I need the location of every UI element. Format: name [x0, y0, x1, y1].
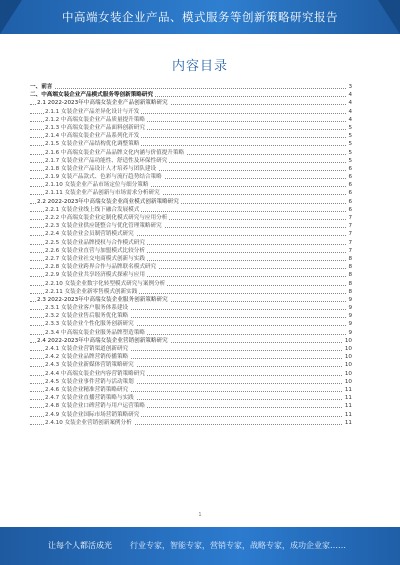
toc-entry-page: 10 [344, 370, 352, 377]
toc-entry-page: 8 [348, 280, 352, 287]
toc-entry-page: 11 [344, 403, 352, 410]
toc-entry-label: 2.2.3 女装企业供应链整合与优化管理策略研究 [45, 223, 162, 230]
toc-entry-label: 2.1.8 女装企业产品设计人才培养与团队建设 [45, 165, 157, 172]
toc-entry-label: 2.4.5 女装企业事件营销与活动策划 [45, 378, 134, 385]
toc-entry-label: 2.4.4 中高端女装企业内容营销策略研究 [45, 370, 145, 377]
toc-entry-page: 10 [344, 346, 352, 352]
toc-entry-page: 4 [348, 108, 352, 115]
toc-entry-page: 5 [348, 149, 352, 156]
toc-entry-label: 2.1.1 女装企业产品差异化设计与开发 [45, 108, 140, 115]
toc-entry-label: 2.1 2022-2023年中高端女装企业产品创新策略研究 [37, 100, 168, 107]
toc-entry-label: 2.2.11 女装企业新零售模式创新实践 [45, 288, 138, 295]
toc-entry-label: 2.3.1 女装企业客户服务体系建设 [45, 305, 129, 312]
toc-entry-page: 9 [348, 305, 352, 312]
toc-entry[interactable] [30, 329, 352, 337]
toc-entry-label: 2.2.4 女装企业会员制营销模式研究 [45, 231, 134, 238]
toc-entry[interactable] [30, 288, 352, 296]
toc-entry-label: 2.1.5 女装企业产品结构优化调整策略 [45, 141, 140, 148]
toc-entry[interactable] [30, 189, 352, 197]
toc-entry-label: 2.4.7 女装企业直播营销策略与实践 [45, 395, 134, 402]
toc-entry-page: 10 [344, 337, 352, 344]
toc-entry[interactable] [30, 255, 352, 263]
toc-entry[interactable] [30, 320, 352, 328]
toc-entry-page: 8 [348, 272, 352, 279]
toc-entry-page: 9 [348, 313, 352, 320]
toc-entry-label: 2.1.10 女装企业产品市场定位与细分策略 [45, 182, 149, 189]
toc-entry[interactable] [30, 370, 352, 378]
toc-entry-label: 2.2.6 女装企业直营与加盟模式比较分析 [45, 247, 145, 254]
toc-entry[interactable] [30, 132, 352, 140]
toc-entry-label: 2.1.7 女装企业产品功能性、舒适性及环保性研究 [45, 157, 168, 164]
toc-entry-page: 5 [348, 124, 352, 131]
toc-entry-label: 2.3.4 中高端女装企业服务品牌塑造策略 [45, 329, 145, 336]
toc-entry[interactable] [30, 402, 352, 410]
toc-leader-dots [30, 88, 346, 89]
toc-heading: 内容目录 [171, 59, 228, 74]
toc-entry[interactable] [30, 386, 352, 394]
toc-entry-label: 2.3.3 女装企业个性化服务创新研究 [45, 321, 134, 328]
toc-entry[interactable] [30, 181, 352, 189]
toc-entry[interactable] [30, 230, 352, 238]
toc-entry[interactable] [30, 304, 352, 312]
toc-entry[interactable] [30, 99, 352, 107]
footer-tagline: 让每个人都活成光 [48, 541, 112, 550]
toc-entry-label: 2.4.10 女装企业营销创新案例分析 [45, 419, 132, 426]
toc-entry-page: 11 [344, 395, 352, 402]
footer-slogan: 行业专家，智能专家，营销专家，战略专家，成功企业家…… [130, 541, 346, 550]
toc-entry-page: 11 [344, 419, 352, 426]
toc-entry-page: 6 [348, 190, 352, 197]
toc-entry-page: 11 [344, 411, 352, 418]
toc-entry-label: 2.2.1 女装企业线上线下融合发展模式 [45, 206, 140, 213]
toc-entry[interactable] [30, 157, 352, 165]
toc-entry-label: 2.4.1 女装企业营销渠道创新研究 [45, 346, 129, 352]
toc-entry-page: 7 [348, 247, 352, 254]
toc-entry-label: 二、中高端女装企业产品模式服务等创新策略研究 [30, 92, 154, 99]
toc-entry-page: 7 [348, 223, 352, 230]
toc-entry-label: 2.4 2022-2023年中高端女装企业营销创新策略研究 [37, 337, 168, 344]
toc-entry-label: 2.2.5 女装企业品牌授权与合作模式研究 [45, 239, 145, 246]
toc-entry-label: 2.4.6 女装企业精准营销策略研究 [45, 386, 129, 393]
toc-entry-label: 2.2.2 中高端女装企业定制化模式研究与应用分析 [45, 215, 168, 221]
toc-entry-page: 4 [348, 100, 352, 107]
toc-entry-page: 4 [348, 92, 352, 99]
toc-entry-label: 2.2.9 女装企业共享经济模式探索与应用 [45, 272, 145, 279]
toc-entry[interactable] [30, 296, 352, 304]
toc-entry-label: 2.1.11 女装企业产品创新与市场需求分析研究 [45, 190, 160, 197]
toc-entry-page: 7 [348, 215, 352, 221]
toc-entry[interactable] [30, 247, 352, 255]
toc-entry[interactable] [30, 173, 352, 181]
toc-entry-page: 6 [348, 198, 352, 205]
toc-entry-page: 3 [348, 84, 352, 90]
toc-entry-label: 2.2.7 女装企业社交电商模式创新与实践 [45, 255, 145, 262]
toc-entry-label: 2.3 2022-2023年中高端女装企业服务创新策略研究 [37, 296, 168, 303]
toc-entry[interactable] [30, 165, 352, 173]
toc-entry-page: 7 [348, 231, 352, 238]
toc-entry[interactable] [30, 83, 352, 91]
toc-entry[interactable] [30, 140, 352, 148]
toc-entry-page: 10 [344, 378, 352, 385]
toc-entry-page: 10 [344, 362, 352, 369]
toc-entry-label: 2.1.4 中高端女装企业产品系列化开发 [45, 133, 140, 140]
toc-entry-label: 2.1.9 女装产品款式、色彩与流行趋势结合策略 [45, 174, 162, 181]
toc-entry[interactable] [30, 378, 352, 386]
toc-entry[interactable] [30, 214, 352, 222]
toc-entry[interactable] [30, 222, 352, 230]
toc-entry[interactable] [30, 108, 352, 116]
toc-entry[interactable] [30, 419, 352, 427]
toc-entry[interactable] [30, 239, 352, 247]
toc-entry[interactable] [30, 353, 352, 361]
toc-entry-page: 6 [348, 165, 352, 172]
toc-entry-page: 8 [348, 264, 352, 271]
toc-entry[interactable] [30, 124, 352, 132]
toc-entry-label: 2.2.10 女装企业数字化转型模式研究与案例分析 [45, 280, 166, 287]
toc-entry-page: 9 [348, 296, 352, 303]
toc-entry-page: 9 [348, 321, 352, 328]
toc-entry[interactable] [30, 361, 352, 369]
toc-entry-label: 2.2.8 女装企业跨界合作与品牌联名模式研究 [45, 264, 157, 271]
toc-entry-page: 5 [348, 157, 352, 164]
toc-entry[interactable] [30, 394, 352, 402]
toc-entry[interactable] [30, 91, 352, 99]
report-title: 中高端女装企业产品、模式服务等创新策略研究报告 [62, 10, 338, 24]
toc-entry-label: 2.1.2 中高端女装企业产品质量提升策略 [45, 116, 145, 123]
toc-entry-page: 5 [348, 141, 352, 148]
toc-entry-page: 8 [348, 288, 352, 295]
toc-entry[interactable] [30, 263, 352, 271]
toc-entry-page: 6 [348, 182, 352, 189]
toc-entry-label: 一、前言 [30, 84, 53, 90]
toc-entry-label: 2.1.3 中高端女装企业产品面料创新研究 [45, 124, 145, 131]
toc-entry-page: 9 [348, 329, 352, 336]
toc-entry-label: 2.4.2 女装企业品牌营销传播策略 [45, 354, 129, 361]
toc-entry-label: 2.1.6 中高端女装企业产品品牌文化内涵与价值提升策略 [45, 149, 185, 156]
toc-entry[interactable] [30, 116, 352, 124]
toc-entry-page: 11 [344, 386, 352, 393]
toc-entry-label: 2.4.9 女装企业国际市场营销策略研究 [45, 411, 140, 418]
toc-entry[interactable] [30, 206, 352, 214]
toc-entry[interactable] [30, 411, 352, 419]
toc-entry[interactable] [30, 337, 352, 345]
toc-entry-page: 10 [344, 354, 352, 361]
toc-entry-label: 2.4.3 女装企业新媒体营销策略研究 [45, 362, 134, 369]
toc-entry-label: 2.2 2022-2023年中高端女装企业商业模式创新策略研究 [37, 198, 179, 205]
toc-entry[interactable] [30, 345, 352, 353]
toc-entry[interactable] [30, 198, 352, 206]
page-footer [0, 527, 400, 565]
toc-entry-label: 2.4.8 女装企业口碑营销与用户运营策略 [45, 403, 145, 410]
toc-entry[interactable] [30, 271, 352, 279]
toc-entry-page: 8 [348, 255, 352, 262]
toc-entry-page: 4 [348, 116, 352, 123]
toc-entry-page: 6 [348, 206, 352, 213]
page-number: 1 [198, 512, 202, 518]
toc-entry-label: 2.3.2 女装企业售后服务优化策略 [45, 313, 129, 320]
toc-entry[interactable] [30, 280, 352, 288]
toc-entry-page: 6 [348, 174, 352, 181]
toc-entry[interactable] [30, 149, 352, 157]
page-header [0, 0, 400, 34]
toc-entry-page: 5 [348, 133, 352, 140]
table-of-contents [30, 83, 352, 427]
toc-entry-page: 7 [348, 239, 352, 246]
toc-entry[interactable] [30, 312, 352, 320]
